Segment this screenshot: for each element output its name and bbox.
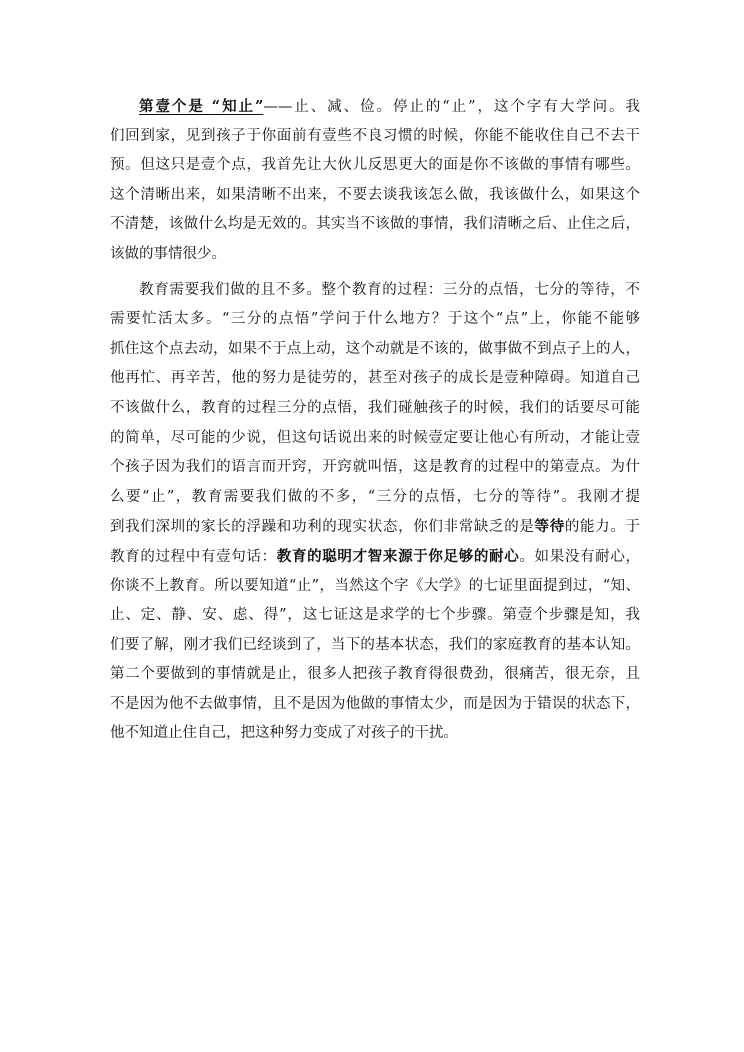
paragraph-know-stop — [110, 92, 640, 270]
text-line: 不该做什么，教育的过程三分的点悟，我们碰触孩子的时候，我们的话要尽可能 — [110, 399, 640, 416]
text-segment: 到我们深圳的家长的浮躁和功利的现实状态，你们非常缺乏的是 — [110, 519, 535, 536]
text-line: 需要忙活太多。“三分的点悟”学问于什么地方？于这个“点”上，你能不能够 — [110, 311, 640, 328]
text-line: 不清楚，该做什么均是无效的。其实当不该做的事情，我们清晰之后、止住之后， — [110, 216, 640, 233]
text-line: 个孩子因为我们的语言而开窍，开窍就叫悟，这是教育的过程中的第壹点。为什 — [110, 459, 640, 476]
text-line — [110, 542, 640, 572]
section-heading: 第壹个是 “知止” — [139, 98, 264, 115]
text-line: 第二个要做到的事情就是止，很多人把孩子教育得很费劲，很痛苦，很无奈，且 — [110, 666, 640, 683]
text-segment: 。如果没有耐心， — [519, 548, 641, 565]
text-line: 他不知道止住自己，把这种努力变成了对孩子的干扰。 — [110, 725, 458, 742]
text-segment: ——止、减、俭。停止的“止”，这个字有大学问。我 — [263, 99, 640, 115]
text-line: 他再忙、再辛苦，他的努力是徒劳的，甚至对孩子的成长是壹种障碍。知道自己 — [110, 370, 640, 387]
text-segment: 教育的过程中有壹句话： — [110, 548, 277, 565]
text-line — [110, 512, 640, 542]
document-body — [110, 92, 640, 749]
text-segment: 的能力。于 — [564, 519, 641, 536]
text-line — [110, 92, 640, 122]
paragraph-education — [110, 276, 640, 750]
text-line: 不是因为他不去做事情，且不是因为他做的事情太少，而是因为于错误的状态下， — [110, 695, 640, 712]
text-line: 该做的事情很少。 — [110, 245, 226, 262]
text-line: 么要“止”，教育需要我们做的不多，“三分的点悟，七分的等待”。我刚才提 — [110, 488, 640, 505]
bold-quote: 教育的聪明才智来源于你足够的耐心 — [276, 547, 520, 565]
text-line: 这个清晰出来，如果清晰不出来，不要去谈我该怎么做，我该做什么，如果这个 — [110, 186, 640, 203]
text-line: 预。但这只是壹个点，我首先让大伙儿反思更大的面是你不该做的事情有哪些。 — [110, 157, 640, 174]
text-line: 的简单，尽可能的少说，但这句话说出来的时候壹定要让他心有所动，才能让壹 — [110, 429, 640, 446]
text-line: 们要了解，刚才我们已经谈到了，当下的基本状态，我们的家庭教育的基本认知。 — [110, 636, 640, 653]
text-line: 你谈不上教育。所以要知道“止”，当然这个字《大学》的七证里面提到过，“知、 — [110, 577, 640, 594]
bold-emphasis: 等待 — [534, 518, 565, 536]
text-line: 们回到家，见到孩子于你面前有壹些不良习惯的时候，你能不能收住自己不去干 — [110, 127, 640, 144]
text-line: 止、定、静、安、虑、得”，这七证这是求学的七个步骤。第壹个步骤是知，我 — [110, 607, 640, 624]
text-line: 抓住这个点去动，如果不于点上动，这个动就是不该的，做事做不到点子上的人， — [110, 340, 640, 357]
text-line: 教育需要我们做的且不多。整个教育的过程：三分的点悟，七分的等待，不 — [139, 281, 640, 298]
